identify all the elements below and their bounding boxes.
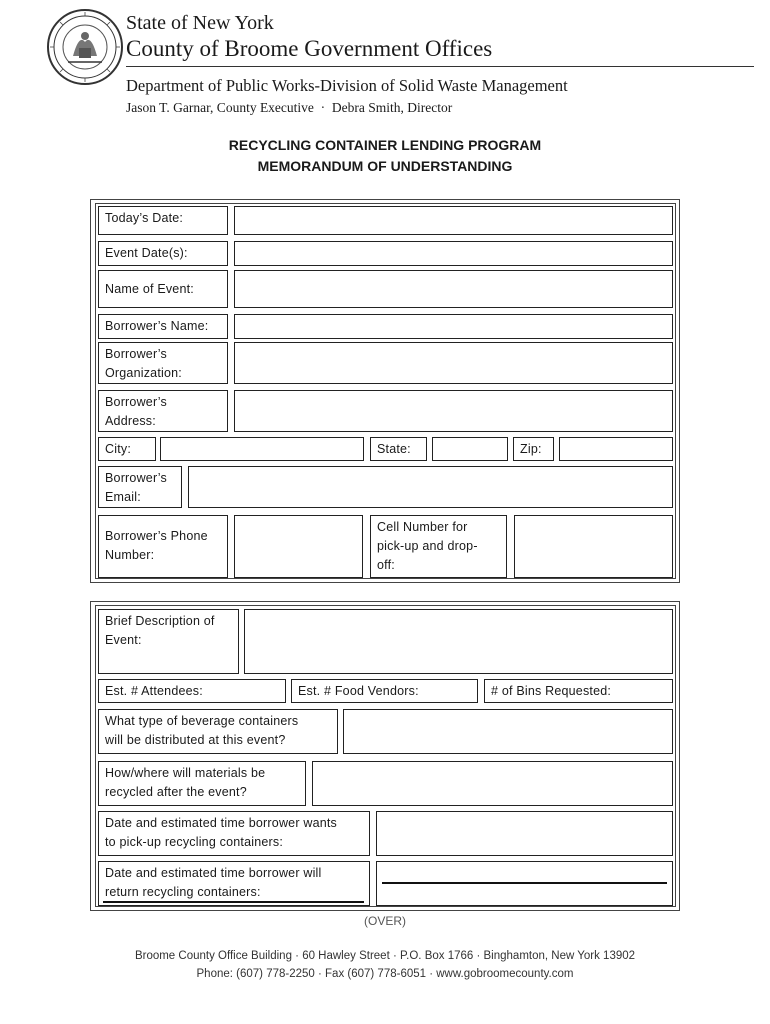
pickup-label [98, 811, 370, 856]
zip-field[interactable] [559, 437, 673, 461]
county-heading: County of Broome Government Offices [126, 36, 493, 61]
description-field[interactable] [244, 609, 673, 674]
address-label-line1: Borrower’s [105, 395, 167, 409]
recycled-field[interactable] [312, 761, 673, 806]
description-label [98, 609, 239, 674]
phone-field[interactable] [234, 515, 363, 578]
address-label-line2: Address: [105, 414, 156, 428]
description-label-line1: Brief Description of [105, 614, 215, 628]
beverage-label-line2: will be distributed at this event? [105, 733, 286, 747]
event-dates-label: Event Date(s): [98, 241, 228, 266]
event-name-field[interactable] [234, 270, 673, 308]
phone-label [98, 515, 228, 578]
pickup-label-line1: Date and estimated time borrower wants [105, 816, 338, 830]
footer-contact: Phone: (607) 778-2250 · Fax (607) 778-6051 · www.gobroomecounty.com [196, 968, 574, 980]
email-label [98, 466, 182, 508]
city-field[interactable] [160, 437, 364, 461]
officials-line: Jason T. Garnar, County Executive · Debra Smith, Director [126, 100, 453, 115]
food-vendors-field[interactable] [291, 679, 478, 703]
email-label-line2: Email: [105, 490, 141, 504]
bins-requested-label: # of Bins Requested: [491, 684, 612, 698]
attendees-label: Est. # Attendees: [105, 684, 203, 698]
food-vendors-label: Est. # Food Vendors: [298, 684, 419, 698]
return-label-underline [103, 901, 364, 903]
organization-label-line2: Organization: [105, 366, 182, 380]
cell-label [370, 515, 507, 578]
recycled-label-line1: How/where will materials be [105, 766, 266, 780]
todays-date-field[interactable] [234, 206, 673, 235]
state-heading: State of New York [126, 12, 274, 34]
phone-label-line2: Number: [105, 548, 155, 562]
form-title-line1: RECYCLING CONTAINER LENDING PROGRAM [228, 137, 542, 153]
cell-label-line1: Cell Number for [377, 520, 468, 534]
borrower-name-label: Borrower’s Name: [98, 314, 228, 339]
pickup-field[interactable] [376, 811, 673, 856]
state-field[interactable] [432, 437, 508, 461]
email-field[interactable] [188, 466, 673, 508]
bins-requested-field[interactable] [484, 679, 673, 703]
phone-label-line1: Borrower’s Phone [105, 529, 208, 543]
return-label-line2: return recycling containers: [105, 885, 261, 899]
description-label-line2: Event: [105, 633, 142, 647]
cell-label-line3: off: [377, 558, 395, 572]
address-label [98, 390, 228, 432]
address-field[interactable] [234, 390, 673, 432]
email-label-line1: Borrower’s [105, 471, 167, 485]
event-name-label [98, 270, 228, 308]
pickup-label-line2: to pick-up recycling containers: [105, 835, 284, 849]
beverage-field[interactable] [343, 709, 673, 754]
event-name-label-text: Name of Event: [105, 282, 194, 296]
recycled-label [98, 761, 306, 806]
return-field-line [382, 882, 667, 884]
form-title-line2: MEMORANDUM OF UNDERSTANDING [257, 158, 513, 174]
beverage-label-line1: What type of beverage containers [105, 714, 299, 728]
department-line: Department of Public Works-Division of Solid Waste Management [126, 76, 568, 95]
todays-date-label: Today’s Date: [98, 206, 228, 235]
footer-address: Broome County Office Building · 60 Hawley Street · P.O. Box 1766 · Binghamton, New York 13902 [134, 950, 636, 962]
over-note: (OVER) [364, 914, 406, 928]
attendees-field[interactable] [98, 679, 286, 703]
recycled-label-line2: recycled after the event? [105, 785, 247, 799]
organization-label [98, 342, 228, 384]
city-label: City: [98, 437, 156, 461]
organization-label-line1: Borrower’s [105, 347, 167, 361]
event-dates-field[interactable] [234, 241, 673, 266]
county-seal-icon [46, 8, 124, 86]
borrower-name-field[interactable] [234, 314, 673, 339]
cell-field[interactable] [514, 515, 673, 578]
return-label-line1: Date and estimated time borrower will [105, 866, 322, 880]
state-label: State: [370, 437, 427, 461]
organization-field[interactable] [234, 342, 673, 384]
return-label [98, 861, 370, 906]
beverage-label [98, 709, 338, 754]
header-rule [126, 66, 754, 67]
zip-label: Zip: [513, 437, 554, 461]
cell-label-line2: pick-up and drop- [377, 539, 478, 553]
